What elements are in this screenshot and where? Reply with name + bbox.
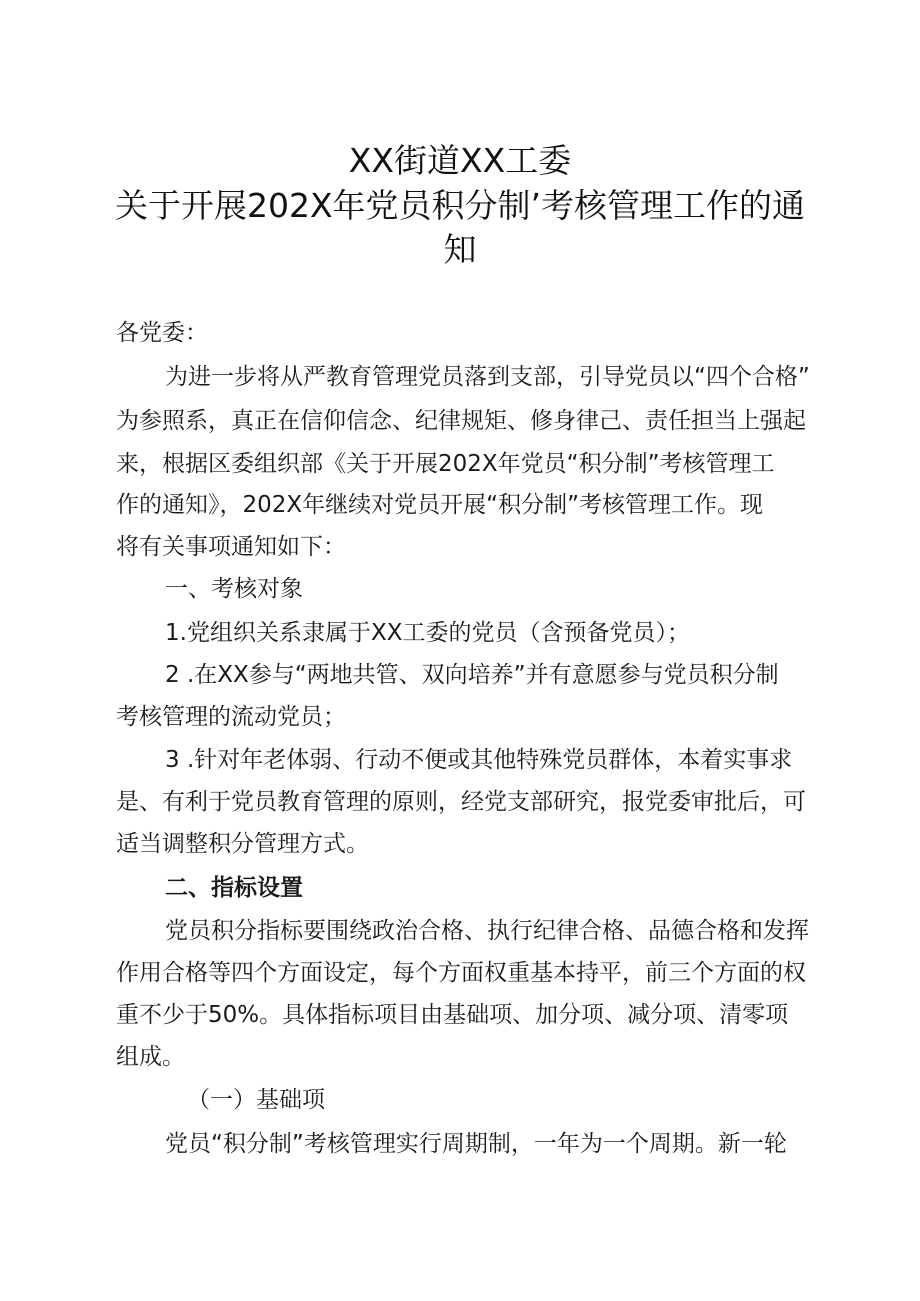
doc-title-line-1: XX街道XX工委 (348, 141, 572, 180)
section-heading: 一、考核对象 (165, 576, 303, 602)
paragraph-line: 作的通知》，202X年继续对党员开展“积分制”考核管理工作。现 (116, 492, 763, 518)
list-item: 3 .针对年老体弱、行动不便或其他特殊党员群体，本着实事求 (165, 747, 793, 773)
salutation: 各党委： (116, 320, 208, 346)
paragraph-line: 为进一步将从严教育管理党员落到支部，引导党员以“四个合格” (165, 364, 810, 390)
paragraph-line: 将有关事项通知如下： (116, 534, 346, 560)
paragraph-line: 为参照系，真正在信仰信念、纪律规矩、修身律己、责任担当上强起 (116, 408, 806, 434)
paragraph-line: 党员“积分制”考核管理实行周期制，一年为一个周期。新一轮 (165, 1131, 787, 1157)
list-item: 2 .在XX参与“两地共管、双向培养”并有意愿参与党员积分制 (165, 662, 779, 688)
paragraph-line: 党员积分指标要围绕政治合格、执行纪律合格、品德合格和发挥 (165, 918, 809, 944)
paragraph-line: 组成。 (116, 1044, 185, 1070)
doc-title-line-3: 知 (443, 230, 477, 269)
list-item: 1.党组织关系隶属于XX工委的党员（含预备党员）； (165, 620, 690, 646)
list-item-continuation: 适当调整积分管理方式。 (116, 831, 369, 857)
list-item-continuation: 考核管理的流动党员； (116, 704, 346, 730)
doc-title-line-2: 关于开展202X年党员积分制’考核管理工作的通 (114, 186, 806, 225)
subsection-heading: （一）基础项 (187, 1087, 325, 1113)
paragraph-line: 重不少于50%。具体指标项目由基础项、加分项、减分项、清零项 (116, 1002, 789, 1028)
list-item-continuation: 是、有利于党员教育管理的原则，经党支部研究，报党委审批后，可 (116, 789, 806, 815)
paragraph-line: 作用合格等四个方面设定，每个方面权重基本持平，前三个方面的权 (116, 960, 806, 986)
paragraph-line: 来，根据区委组织部《关于开展202X年党员“积分制”考核管理工 (116, 451, 775, 477)
section-heading: 二、指标设置 (165, 875, 303, 901)
